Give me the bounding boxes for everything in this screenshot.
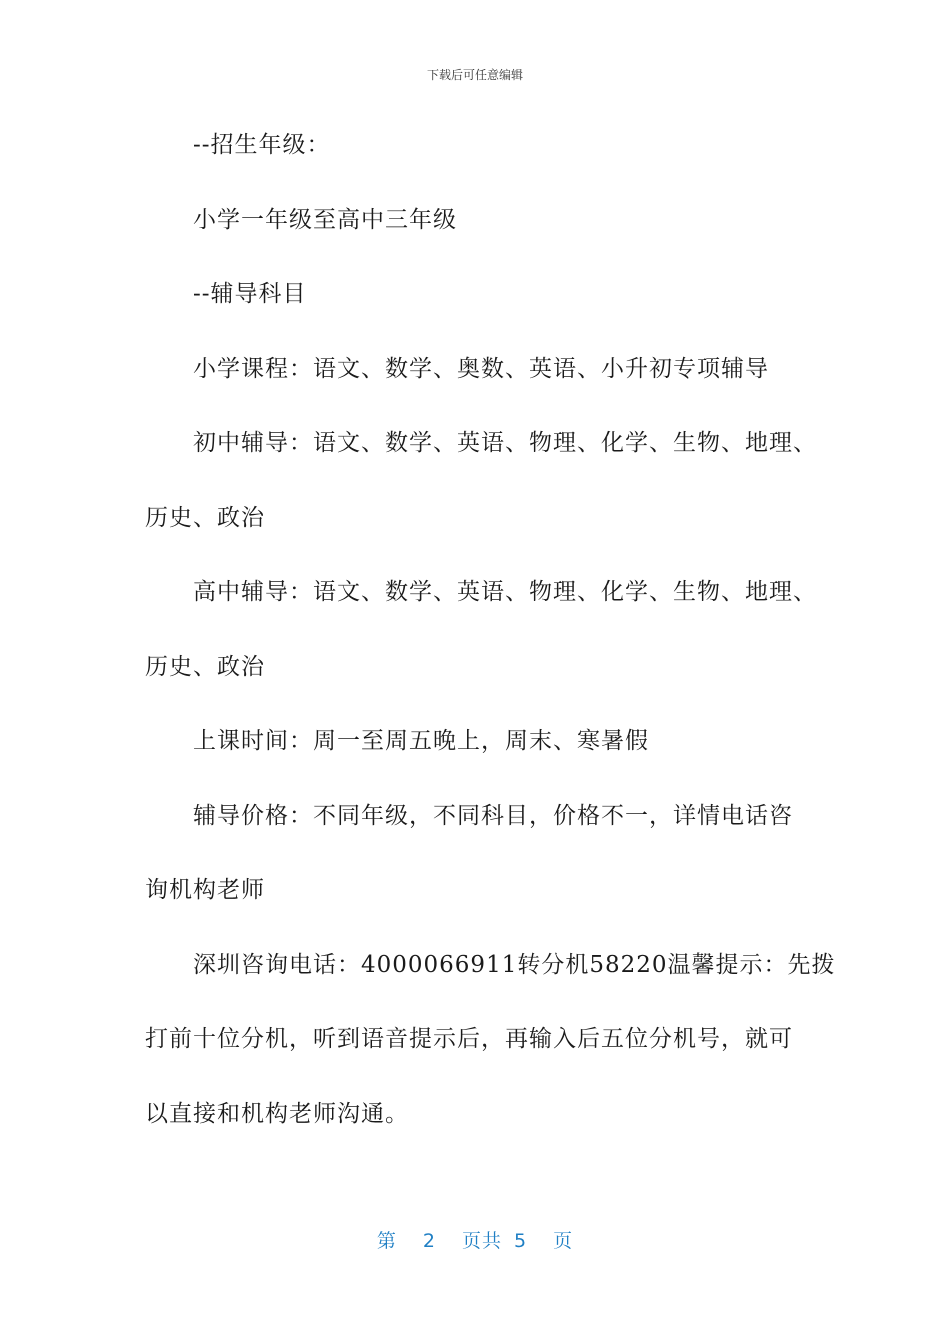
footer-prefix: 第	[376, 1230, 397, 1252]
page-header: 下载后可任意编辑	[426, 68, 523, 82]
section-heading-enrollment: --招生年级：	[193, 132, 331, 158]
document-body	[145, 127, 836, 1133]
paragraph-class-time: 上课时间：周一至周五晚上，周末、寒暑假	[193, 728, 649, 754]
section-heading-subjects: --辅导科目	[193, 281, 307, 307]
page-footer	[0, 1226, 950, 1253]
paragraph-price-cont: 询机构老师	[145, 877, 265, 903]
footer-total-pages: 5	[514, 1230, 528, 1252]
paragraph-phone-cont: 打前十位分机，听到语音提示后，再输入后五位分机号，就可	[145, 1026, 793, 1052]
paragraph-price: 辅导价格：不同年级，不同科目，价格不一，详情电话咨	[193, 802, 793, 829]
paragraph-phone-end: 以直接和机构老师沟通。	[145, 1100, 409, 1127]
paragraph-junior-courses: 初中辅导：语文、数学、英语、物理、化学、生物、地理、	[193, 430, 817, 456]
paragraph-primary-courses: 小学课程：语文、数学、奥数、英语、小升初专项辅导	[193, 355, 769, 382]
paragraph-grades: 小学一年级至高中三年级	[193, 206, 457, 233]
footer-page-number: 2	[422, 1230, 436, 1252]
paragraph-senior-courses-cont: 历史、政治	[145, 653, 265, 680]
footer-middle: 页共	[461, 1230, 502, 1252]
paragraph-phone: 深圳咨询电话：4000066911转分机58220温馨提示：先拨	[193, 951, 836, 978]
paragraph-junior-courses-cont: 历史、政治	[145, 504, 265, 531]
paragraph-senior-courses: 高中辅导：语文、数学、英语、物理、化学、生物、地理、	[193, 579, 817, 605]
footer-suffix: 页	[553, 1230, 574, 1252]
